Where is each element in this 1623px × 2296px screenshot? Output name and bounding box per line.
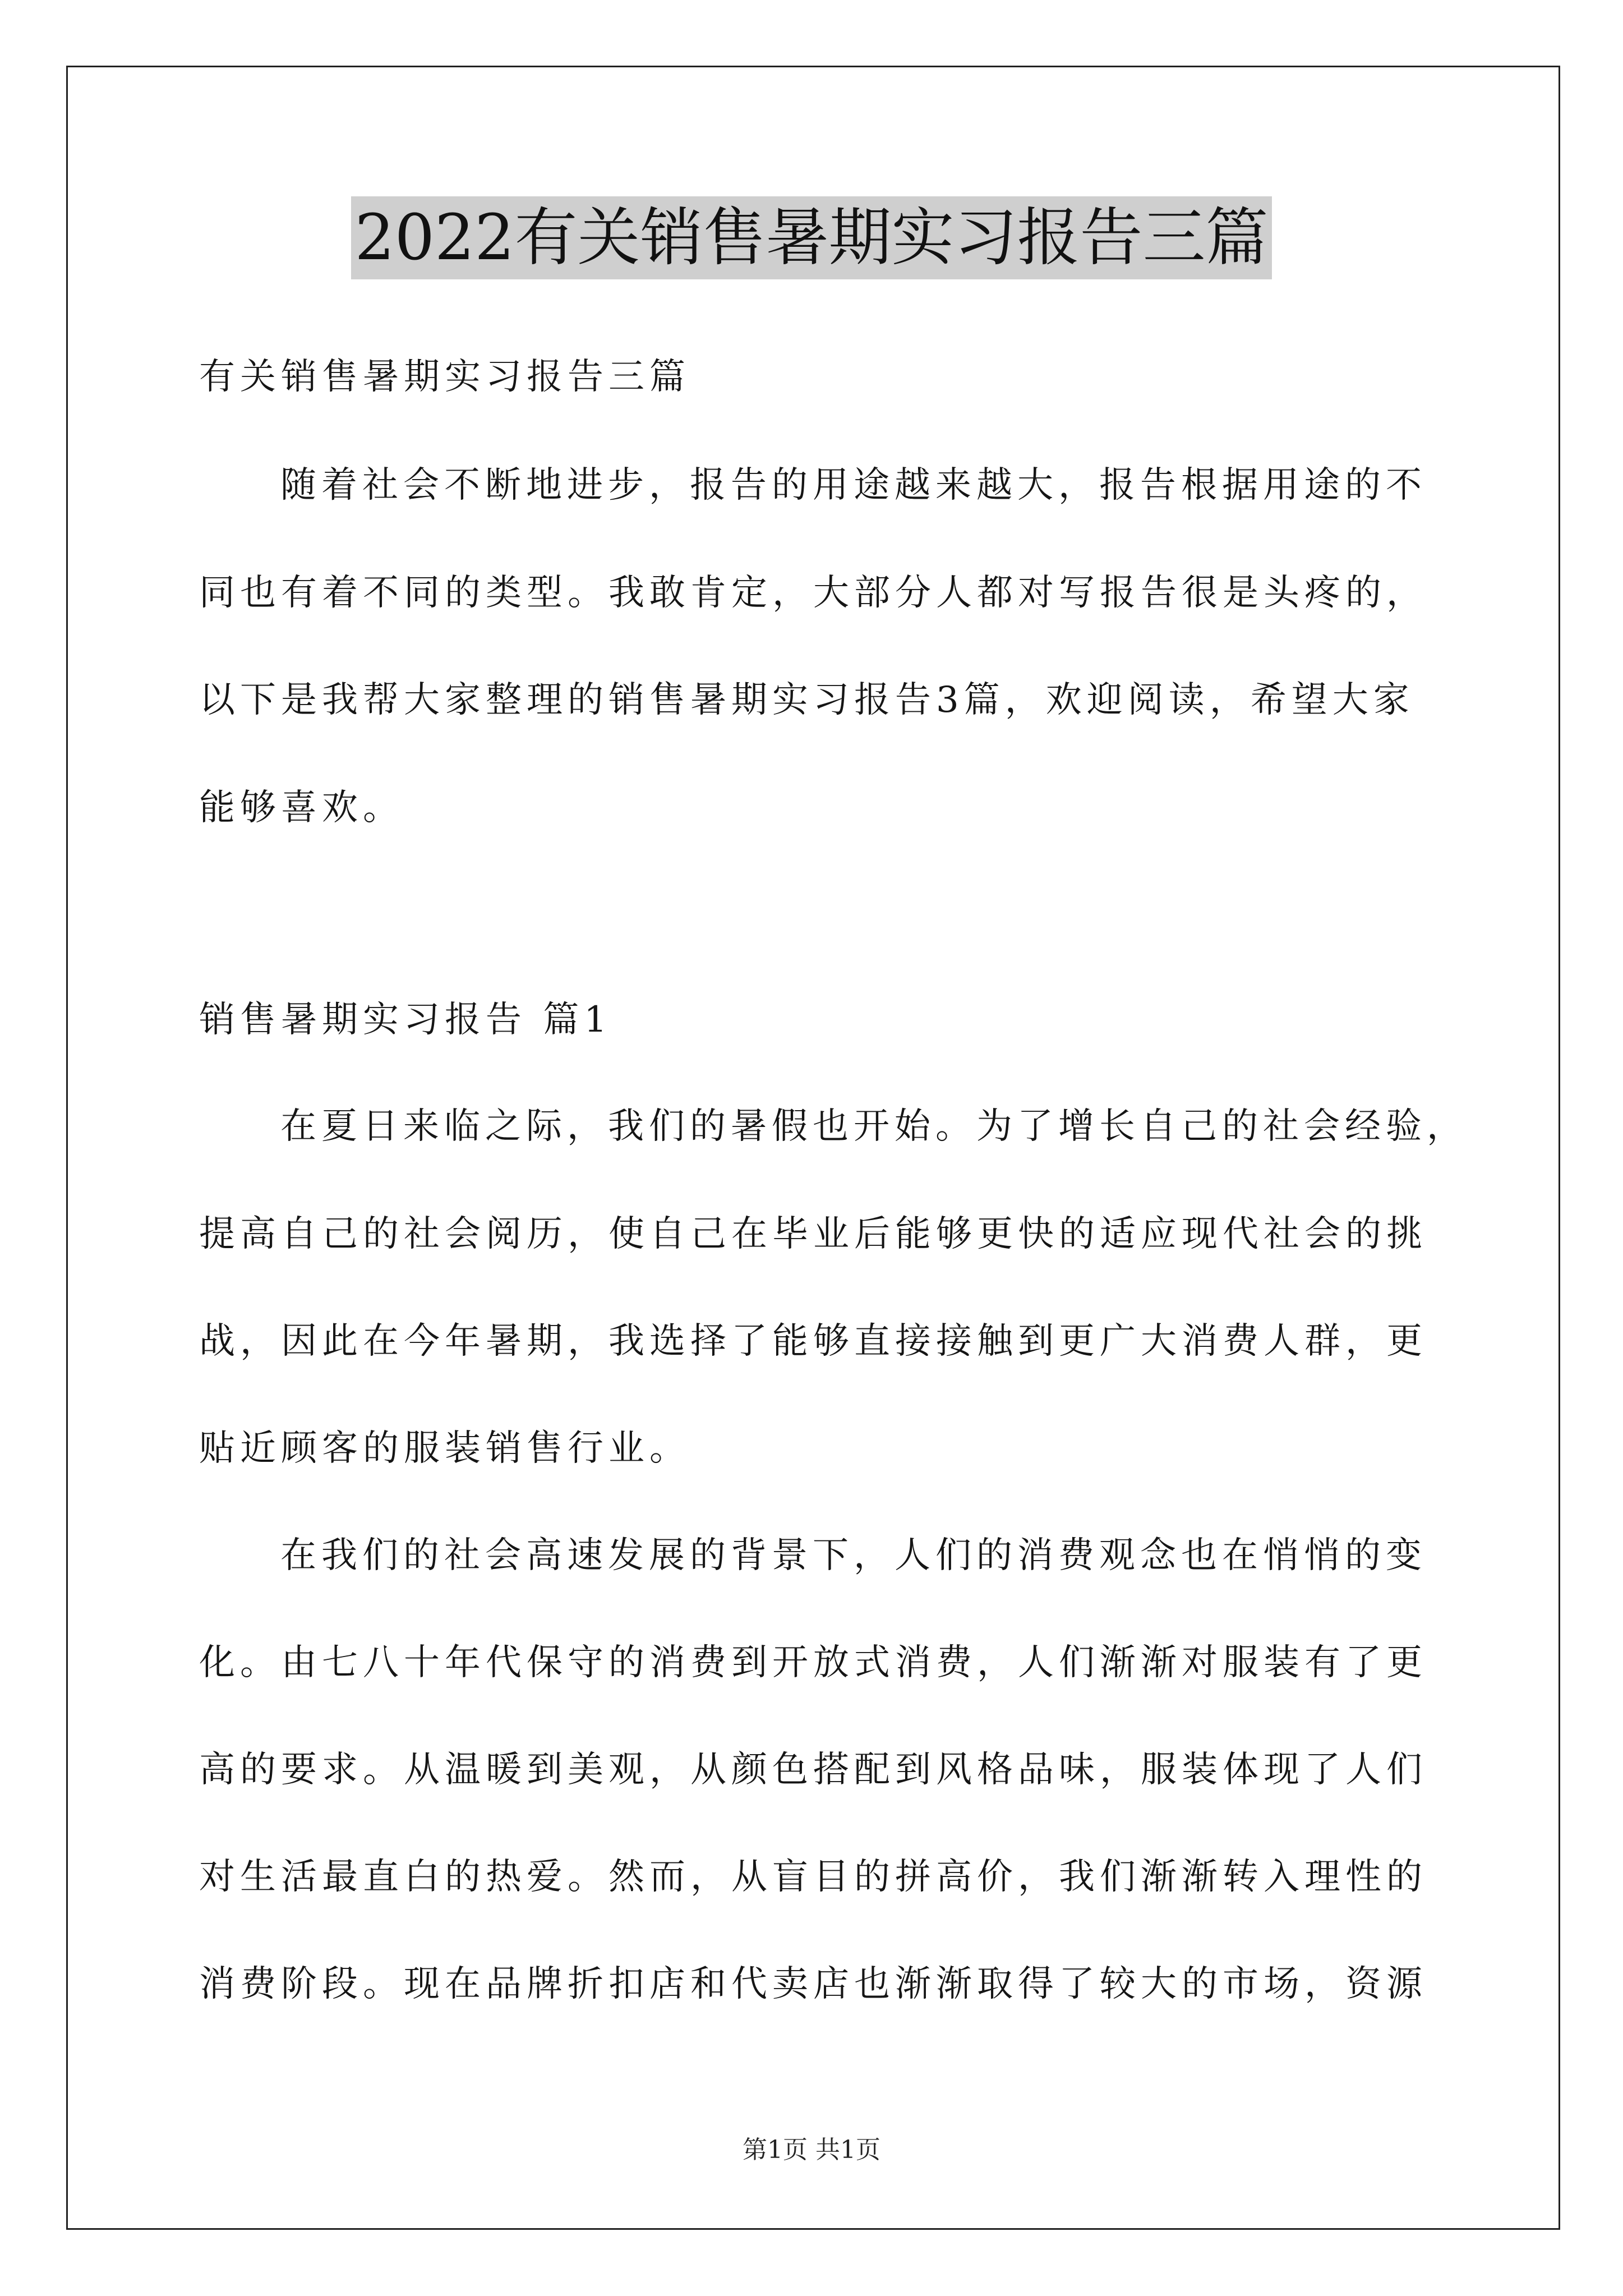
paragraph2-line-5: 消费阶段。现在品牌折扣店和代卖店也渐渐取得了较大的市场，资源 [199, 1963, 1427, 2005]
intro-line-2: 同也有着不同的类型。我敢肯定，大部分人都对写报告很是头疼的， [199, 572, 1427, 614]
paragraph2-line-2: 化。由七八十年代保守的消费到开放式消费，人们渐渐对服装有了更 [199, 1642, 1427, 1683]
paragraph2-line-3: 高的要求。从温暖到美观，从颜色搭配到风格品味，服装体现了人们 [199, 1749, 1427, 1791]
document-title: 2022有关销售暑期实习报告三篇 [351, 196, 1271, 279]
page-footer: 第1页 共1页 [743, 2136, 880, 2164]
paragraph1-line-3: 战，因此在今年暑期，我选择了能够直接接触到更广大消费人群，更 [199, 1320, 1427, 1362]
paragraph2-line-4: 对生活最直白的热爱。然而，从盲目的拼高价，我们渐渐转入理性的 [199, 1856, 1427, 1898]
document-subtitle: 有关销售暑期实习报告三篇 [199, 356, 690, 398]
paragraph2-line-1: 在我们的社会高速发展的背景下，人们的消费观念也在悄悄的变 [280, 1535, 1427, 1576]
paragraph1-line-1: 在夏日来临之际，我们的暑假也开始。为了增长自己的社会经验， [280, 1106, 1468, 1147]
paragraph1-line-2: 提高自己的社会阅历，使自己在毕业后能够更快的适应现代社会的挑 [199, 1213, 1427, 1255]
intro-line-4: 能够喜欢。 [199, 787, 404, 829]
paragraph1-line-4: 贴近顾客的服装销售行业。 [199, 1428, 690, 1469]
section-heading: 销售暑期实习报告 篇1 [199, 999, 612, 1041]
intro-line-1: 随着社会不断地进步，报告的用途越来越大，报告根据用途的不 [280, 464, 1427, 506]
intro-line-3: 以下是我帮大家整理的销售暑期实习报告3篇，欢迎阅读，希望大家 [199, 679, 1414, 721]
title-container [0, 196, 1623, 279]
